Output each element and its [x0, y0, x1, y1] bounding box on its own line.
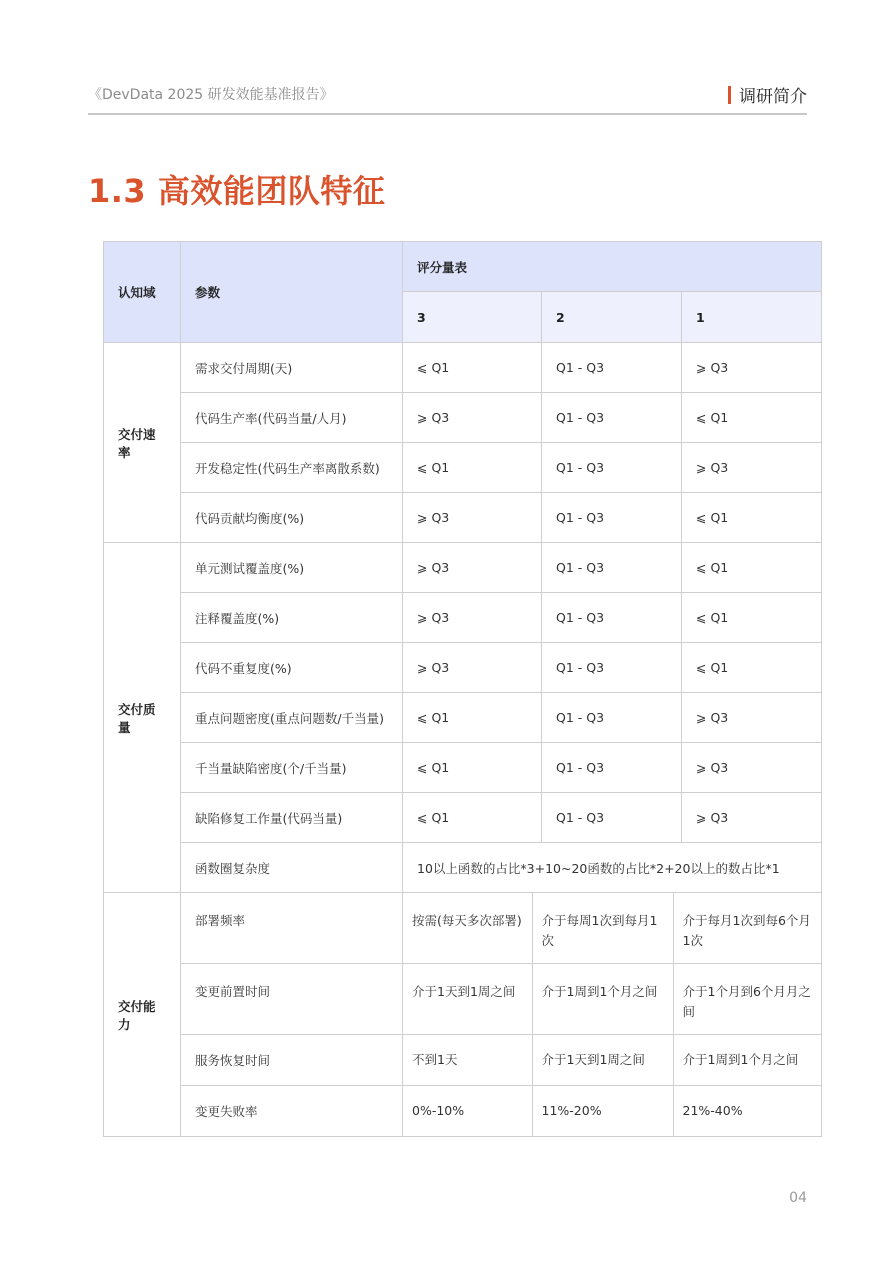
table-row: [104, 743, 822, 793]
formula-cell: 10以上函数的占比*3+10~20函数的占比*2+20以上的数占比*1: [403, 843, 822, 893]
score-cell-v2: Q1 - Q3: [542, 643, 682, 693]
report-title: 《DevData 2025 研发效能基准报告》: [88, 87, 334, 103]
domain-cell: 交付质量: [104, 543, 181, 893]
characteristics-table: [103, 241, 822, 1137]
score-cell-v3: ⩽ Q1: [403, 343, 542, 393]
score-cell-v3: 介于1天到1周之间: [412, 984, 516, 999]
score-cell-v3: ⩽ Q1: [403, 693, 542, 743]
score-cell-v3: ⩾ Q3: [403, 643, 542, 693]
score-cell-v2: Q1 - Q3: [542, 343, 682, 393]
score-cell-v1: ⩽ Q1: [682, 593, 822, 643]
score-cell-v2: 介于每周1次到每月1次: [532, 893, 673, 963]
score-cell-v3: ⩽ Q1: [403, 443, 542, 493]
section-label: [728, 82, 807, 107]
score-group: [403, 1035, 822, 1086]
score-header-3: 3: [403, 292, 542, 343]
table-row: [104, 593, 822, 643]
param-cell: 函数圈复杂度: [181, 843, 403, 893]
score-cell-v3: ⩽ Q1: [403, 793, 542, 843]
table-row: [104, 643, 822, 693]
score-subtable: [403, 1035, 822, 1085]
param-cell: 代码生产率(代码当量/人月): [181, 393, 403, 443]
score-cell-v1: 介于1周到1个月之间: [673, 1035, 822, 1085]
score-cell-v2: Q1 - Q3: [542, 793, 682, 843]
score-cell-v1: ⩽ Q1: [682, 643, 822, 693]
score-subtable: [403, 1086, 822, 1136]
table-row: [104, 1035, 822, 1086]
param-cell: 服务恢复时间: [181, 1035, 403, 1086]
param-cell: 变更前置时间: [181, 964, 403, 1035]
section-name: 调研简介: [739, 87, 807, 107]
score-cell-v3: ⩾ Q3: [403, 593, 542, 643]
score-cell-v2: Q1 - Q3: [542, 743, 682, 793]
domain-cell: 交付能力: [104, 893, 181, 1137]
score-cell-v2: Q1 - Q3: [542, 493, 682, 543]
domain-cell: 交付速率: [104, 343, 181, 543]
table-row: [104, 843, 822, 893]
score-cell-v2: Q1 - Q3: [542, 543, 682, 593]
table-row: [104, 693, 822, 743]
score-cell-v3: 不到1天: [412, 1052, 458, 1067]
param-cell: 变更失败率: [181, 1086, 403, 1137]
score-cell-v2: Q1 - Q3: [542, 443, 682, 493]
score-cell-v2: 11%-20%: [532, 1086, 673, 1136]
score-header-2: 2: [542, 292, 682, 343]
accent-bar: [728, 86, 731, 104]
param-cell: 代码不重复度(%): [181, 643, 403, 693]
table-row: [104, 343, 822, 393]
page-number: 04: [789, 1190, 807, 1206]
table-row: [104, 543, 822, 593]
param-cell: 需求交付周期(天): [181, 343, 403, 393]
score-cell-v1: 介于每月1次到每6个月1次: [673, 893, 822, 963]
score-subtable: [403, 893, 822, 963]
score-cell-v2: Q1 - Q3: [542, 393, 682, 443]
score-cell-v3: ⩾ Q3: [403, 543, 542, 593]
score-group: [403, 1086, 822, 1137]
score-cell-v3: 按需(每天多次部署): [412, 913, 522, 928]
score-cell-v2: 介于1天到1周之间: [532, 1035, 673, 1085]
score-cell-v1: ⩽ Q1: [682, 543, 822, 593]
col-header-scale: 评分量表: [403, 242, 822, 292]
table-row: [104, 964, 822, 1035]
score-group: [403, 893, 822, 964]
table-row: [104, 493, 822, 543]
score-cell-v1: 介于1个月到6个月月之间: [673, 964, 822, 1034]
score-cell-v2: Q1 - Q3: [542, 693, 682, 743]
param-cell: 部署频率: [181, 893, 403, 964]
table-row: [104, 793, 822, 843]
table-row: [104, 893, 822, 964]
score-cell-v1: ⩾ Q3: [682, 343, 822, 393]
score-cell-v1: ⩾ Q3: [682, 693, 822, 743]
score-cell-v1: 21%-40%: [673, 1086, 822, 1136]
col-header-domain: 认知域: [104, 242, 181, 343]
param-cell: 重点问题密度(重点问题数/千当量): [181, 693, 403, 743]
score-cell-v1: ⩽ Q1: [682, 393, 822, 443]
table-row: [104, 443, 822, 493]
score-cell-v3: ⩾ Q3: [403, 393, 542, 443]
table-row: [104, 393, 822, 443]
score-cell-v1: ⩾ Q3: [682, 793, 822, 843]
param-cell: 代码贡献均衡度(%): [181, 493, 403, 543]
score-header-1: 1: [682, 292, 822, 343]
score-cell-v1: ⩽ Q1: [682, 493, 822, 543]
score-cell-v3: ⩾ Q3: [403, 493, 542, 543]
param-cell: 缺陷修复工作量(代码当量): [181, 793, 403, 843]
score-cell-v2: 介于1周到1个月之间: [532, 964, 673, 1034]
score-cell-v2: Q1 - Q3: [542, 593, 682, 643]
score-group: [403, 964, 822, 1035]
score-cell-v3: 0%-10%: [412, 1103, 465, 1118]
param-cell: 开发稳定性(代码生产率离散系数): [181, 443, 403, 493]
header-divider: [88, 113, 807, 115]
param-cell: 单元测试覆盖度(%): [181, 543, 403, 593]
param-cell: 千当量缺陷密度(个/千当量): [181, 743, 403, 793]
score-cell-v3: ⩽ Q1: [403, 743, 542, 793]
param-cell: 注释覆盖度(%): [181, 593, 403, 643]
table-row: [104, 1086, 822, 1137]
score-cell-v1: ⩾ Q3: [682, 743, 822, 793]
page-title: 1.3 高效能团队特征: [88, 172, 386, 210]
score-subtable: [403, 964, 822, 1034]
col-header-param: 参数: [181, 242, 403, 343]
score-cell-v1: ⩾ Q3: [682, 443, 822, 493]
